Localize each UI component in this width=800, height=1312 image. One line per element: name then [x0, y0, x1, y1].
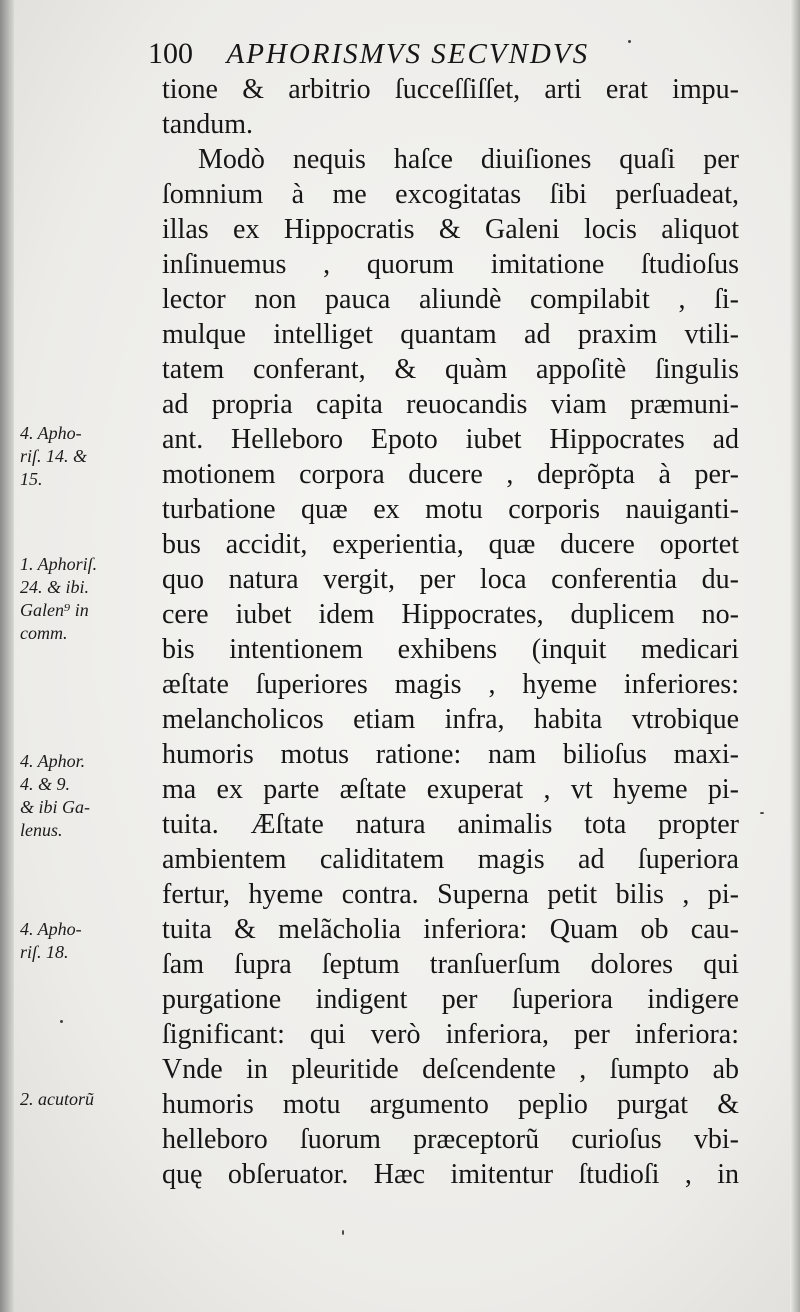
text-line: melancholicos etiam infra, habita vtrobique	[162, 704, 739, 735]
text-line: ant. Helleboro Epoto iubet Hippocrates ad	[162, 424, 739, 455]
text-line: helleboro ſuorum præceptorũ curioſus vbi-	[162, 1124, 739, 1155]
text-line: ad propria capita reuocandis viam præmuni-	[162, 389, 739, 420]
text-line: tatem conferant, & quàm appoſitè ſingulis	[162, 354, 739, 385]
text-line: quę obſeruator. Hæc imitentur ſtudioſi , in	[162, 1159, 739, 1190]
text-line: purgatione indigent per ſuperiora indigere	[162, 984, 739, 1015]
ink-speck	[628, 40, 631, 43]
margin-note: 4. Apho- riſ. 18.	[20, 919, 82, 962]
text-line: bus accidit, experientia, quæ ducere oportet	[162, 529, 739, 560]
text-line: ambientem caliditatem magis ad ſuperiora	[162, 844, 739, 875]
text-line: illas ex Hippocratis & Galeni locis aliquot	[162, 214, 739, 245]
margin-note: 4. Apho- riſ. 14. & 15.	[20, 423, 88, 489]
text-line: ſam ſupra ſeptum tranſuerſum dolores qui	[162, 949, 739, 980]
running-head: APHORISMVS SECVNDVS	[226, 38, 590, 70]
paragraph-first-line: Modò nequis haſce diuiſiones quaſi per	[198, 144, 739, 175]
text-line: ſignificant: qui verò inferiora, per inferiora:	[162, 1019, 739, 1050]
text-line: tuita. Æſtate natura animalis tota propter	[162, 809, 739, 840]
text-line: humoris motus ratione: nam bilioſus maxi-	[162, 739, 739, 770]
text-line: fertur, hyeme contra. Superna petit bilis , pi-	[162, 879, 739, 910]
ink-speck	[60, 1020, 63, 1023]
text-line: inſinuemus , quorum imitatione ſtudioſus	[162, 249, 739, 280]
text-line: ſomnium à me excogitatas ſibi perſuadeat,	[162, 179, 739, 210]
text-line: Vnde in pleuritide deſcendente , ſumpto ab	[162, 1054, 739, 1085]
text-line: motionem corpora ducere , deprõpta à per-	[162, 459, 739, 490]
text-line: tandum.	[162, 109, 253, 140]
text-line: ma ex parte æſtate exuperat , vt hyeme pi-	[162, 774, 739, 805]
text-line: æſtate ſuperiores magis , hyeme inferiores:	[162, 669, 739, 700]
text-line: mulque intelliget quantam ad praxim vtili-	[162, 319, 739, 350]
text-line: quo natura vergit, per loca conferentia du-	[162, 564, 739, 595]
margin-note: 2. acutorũ	[20, 1089, 94, 1109]
text-line: bis intentionem exhibens (inquit medicari	[162, 634, 739, 665]
marginal-notes	[0, 0, 160, 1312]
text-line: turbatione quæ ex motu corporis nauiganti-	[162, 494, 739, 525]
text-line: cere iubet idem Hippocrates, duplicem no-	[162, 599, 739, 630]
margin-note: 1. Aphoriſ. 24. & ibi. Galen⁹ in comm.	[20, 554, 98, 643]
text-line: tione & arbitrio ſucceſſiſſet, arti erat impu-	[162, 74, 739, 105]
ink-speck	[760, 812, 764, 814]
ink-speck	[342, 1230, 344, 1235]
text-line: humoris motu argumento peplio purgat &	[162, 1089, 739, 1120]
text-line: lector non pauca aliundè compilabit , ſi-	[162, 284, 739, 315]
text-line: tuita & melãcholia inferiora: Quam ob cau-	[162, 914, 739, 945]
margin-note: 4. Aphor. 4. & 9. & ibi Ga- lenus.	[20, 751, 90, 840]
page-number: 100	[148, 37, 193, 70]
